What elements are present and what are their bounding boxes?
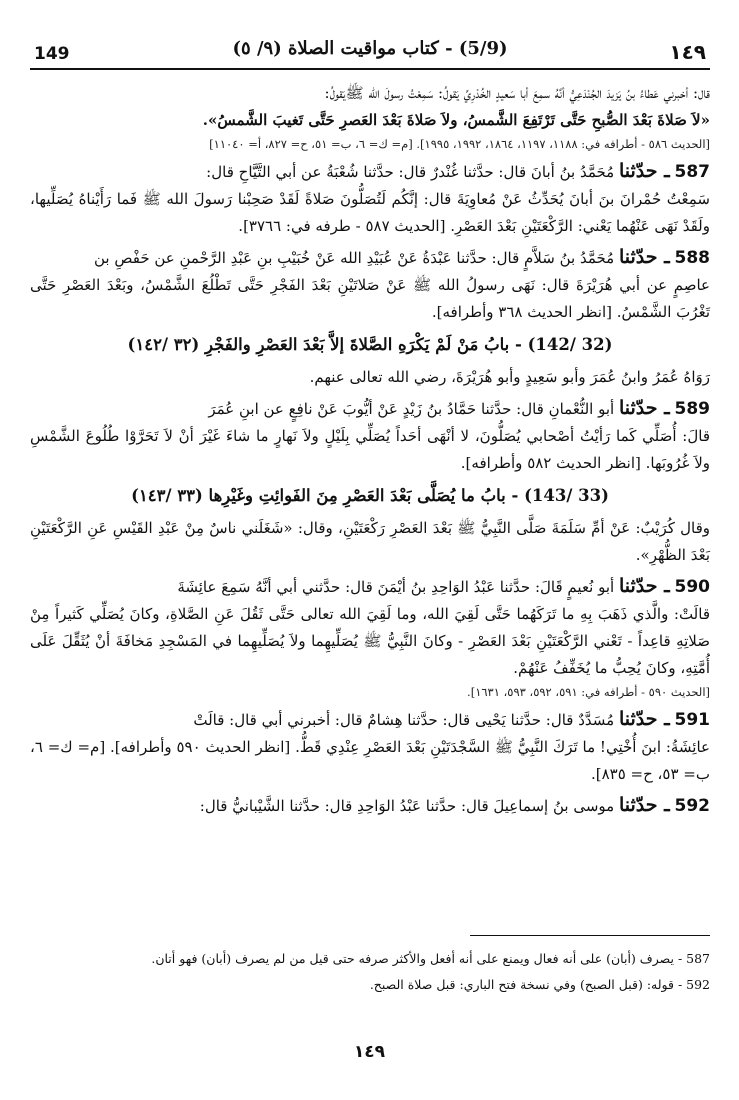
footnotes xyxy=(30,935,710,998)
hadith-reference: [الحديث ٥٨٦ - أطرافه في: ١١٨٨، ١١٩٧، ١٨٦٤، ١٩٩٢، ١٩٩٥]. [م= ك= ٦، ب= ٥١، ح= ٨٢٧، أ= ١١٠٤٠] xyxy=(209,137,710,151)
haddathana-lead: ـ حدّثنا xyxy=(619,575,670,597)
hadith-number: 587 xyxy=(674,162,710,182)
hadith-number: 588 xyxy=(674,248,710,268)
page-header xyxy=(30,32,710,70)
hadith-number: 590 xyxy=(674,577,710,597)
text-paragraph: وقال كُرَيْبٌ: عَنْ أمِّ سَلَمَةَ صَلَّى النَّبِيُّ ﷺ بَعْدَ العَصْرِ رَكْعَتَيْنِ، وقال: «شَغَلَني ناسٌ مِنْ عَبْدِ القَيْسِ عَنِ الرَّكْعَتَيْنِ بَعْدَ الظُّهْرِ». xyxy=(30,519,710,564)
running-title: (5/9) - كتاب مواقيت الصلاة (٩/ ٥) xyxy=(232,38,508,59)
hadith-591 xyxy=(30,706,710,734)
hadith-matn: «لاَ صَلاةَ بَعْدَ الصُّبحِ حَتَّى تَرْتَفِعَ الشَّمسُ، ولاَ صَلاةَ بَعْدَ العَصرِ حَتَّى تَغيبَ الشَّمسُ». xyxy=(202,111,710,129)
haddathana-lead: ـ حدّثنا xyxy=(619,794,670,816)
text-paragraph: قالَ: أُصَلِّي كَما رَأيْتُ أصْحابي يُصَلُّونَ، لا أنْهَى أحَداً يُصَلِّي بِلَيْلٍ ولاَ نَهارٍ ما شاءَ غَيْرَ أنْ لاَ تَحَرَّوْا طُلُوعَ الشَّمْسِ ولاَ غُرُوبَها. [انظر الحديث ٥٨٢ وأطرافه]. xyxy=(30,427,710,472)
text-paragraph: رَوَاهُ عُمَرُ وابنُ عُمَرَ وأبو سَعِيدٍ وأبو هُرَيْرَةَ، رضي الله تعالى عنهم. xyxy=(309,368,710,386)
hadith-592 xyxy=(30,792,710,820)
hadith-number: 591 xyxy=(674,710,710,730)
page-body xyxy=(30,80,710,820)
footnote-592: 592 - قوله: (قبل الصبح) وفي نسخة فتح الباري: قبل صلاة الصبح. xyxy=(369,977,710,992)
hadith-590 xyxy=(30,573,710,601)
text-paragraph: قال: أخبرني عَطاءُ بنُ يَزيدَ الجُنْدَعِيُّ أنَّهُ سمِعَ أبا سَعيدٍ الخُدْرِيَّ يَقولُ: سَمِعْتُ رسولَ الله ﷺيَقولُ: xyxy=(324,84,710,102)
chapter-heading: (33 /143) - بابُ ما يُصَلَّى بَعْدَ العَصْرِ مِنَ الفَوائِتِ وغَيْرِها (٣٣ /١٤٣) xyxy=(131,486,609,505)
text-paragraph: عاصِمٍ عن أبي هُرَيْرَةَ قال: نَهَى رسولُ الله ﷺ عَنْ صَلاتَيْنِ بَعْدَ الفَجْرِ حَتَّى تَطْلُعَ الشَّمْسُ، وبَعْدَ العَصْرِ حَتَّى تَغْرُبَ الشَّمْسُ. [انظر الحديث ٣٦٨ وأطرافه]. xyxy=(30,276,711,321)
hadith-text: أبو النُّعْمانِ قال: حدَّثنا حَمَّادُ بنُ زَيْدٍ عَنْ أيُّوبَ عَنْ نافِعٍ عن ابنِ عُمَرَ xyxy=(208,400,615,418)
text-paragraph: سَمِعْتُ حُمْرانَ بنَ أبانَ يُحَدِّثُ عَنْ مُعاوِيَةَ قال: إنَّكُم لَتُصَلُّونَ صَلاةً لَقَدْ صَحِبْنا رَسولَ الله ﷺ فَما رَأَيْناهُ يُصَلِّيها، ولَقَدْ نَهَى عَنْهُما يَعْني: الرَّكْعَتَيْنِ بَعْدَ العَصْرِ. [الحديث ٥٨٧ - طرفه في: ٣٧٦٦]. xyxy=(30,190,710,235)
hadith-number: 592 xyxy=(674,796,710,816)
haddathana-lead: ـ حدّثنا xyxy=(619,246,670,268)
page-number-latin: 149 xyxy=(34,44,70,64)
hadith-text: مُحَمَّدُ بنُ أبانَ قال: حدَّثنا غُنْدرٌ قال: حدَّثنا شُعْبَةُ عن أبي التَّيَّاحِ قال: xyxy=(206,163,615,181)
text-paragraph: قالَتْ: والَّذي ذَهَبَ بِهِ ما تَرَكَهُما حَتَّى لَقِيَ الله، وما لَقِيَ الله تعالى حَتَّى ثَقُلَ عَنِ الصَّلاةِ، وكانَ يُصَلِّي كَثيراً مِنْ صَلاتِهِ قاعِداً - تَعْني الرَّكْعَتَيْنِ بَعْدَ العَصْرِ - وكانَ النَّبِيُّ ﷺ يُصَلِّيهِما ولاَ يُصَلِّيهِما في المَسْجِدِ مَخافَةَ أنْ يُثَقِّلَ عَلَى أُمَّتِهِ، وكانَ يُحِبُّ ما يُخَفِّفُ عَنْهُمْ. xyxy=(30,605,710,677)
hadith-589 xyxy=(30,395,710,423)
haddathana-lead: ـ حدّثنا xyxy=(619,160,670,182)
hadith-587 xyxy=(30,158,710,186)
hadith-text: مُسَدَّدٌ قال: حدَّثنا يَحْيى قال: حدَّثنا هِشامٌ قال: أخبرني أبي قال: قالَتْ xyxy=(193,711,615,729)
hadith-number: 589 xyxy=(674,399,710,419)
haddathana-lead: ـ حدّثنا xyxy=(619,708,670,730)
hadith-588 xyxy=(30,244,710,272)
page-number-arabic: ١٤٩ xyxy=(669,40,706,64)
hadith-text: أبو نُعيمٍ قَالَ: حدَّثنا عَبْدُ الوَاحِدِ بنُ أيْمَنَ قال: حدَّثني أبي أنَّهُ سَمِعَ عائِشَةَ xyxy=(177,578,615,596)
footnote-587: 587 - يصرف (أبان) على أنه فعال ويمنع على أنه أفعل والأكثر صرفه حتى قيل من لم يصرف (أبان) فهو أتان. xyxy=(151,951,710,966)
footnote-rule xyxy=(470,935,710,936)
chapter-heading: (32 /142) - بابُ مَنْ لَمْ يَكْرَهِ الصَّلاةَ إلاَّ بَعْدَ العَصْرِ والفَجْرِ (٣٢ /١٤٢) xyxy=(127,335,613,354)
haddathana-lead: ـ حدّثنا xyxy=(619,397,670,419)
text-paragraph: عائِشَةُ: ابنَ أُخْتِي! ما تَرَكَ النَّبِيُّ ﷺ السَّجْدَتَيْنِ بَعْدَ العَصْرِ عِنْدِي قَطُّ. [انظر الحديث ٥٩٠ وأطرافه]. [م= ك= ٦، ب= ٥٣، ح= ٨٣٥]. xyxy=(30,738,710,783)
hadith-reference: [الحديث ٥٩٠ - أطرافه في: ٥٩١، ٥٩٢، ٥٩٣، ١٦٣١]. xyxy=(467,685,710,699)
hadith-text: موسى بنُ إسماعِيلَ قال: حدَّثنا عَبْدُ الوَاحِدِ قال: حدَّثنا الشَّيْبانيُّ قال: xyxy=(199,797,615,815)
footer-page-number: ١٤٩ xyxy=(353,1042,386,1062)
hadith-text: مُحَمَّدُ بنُ سَلاَّمٍ قال: حدَّثنا عَبْدَةُ عَنْ عُبَيْدِ الله عَنْ خُبَيْبِ بنِ عَبْدِ الرَّحْمنِ عن حَفْصِ بن xyxy=(94,249,615,267)
